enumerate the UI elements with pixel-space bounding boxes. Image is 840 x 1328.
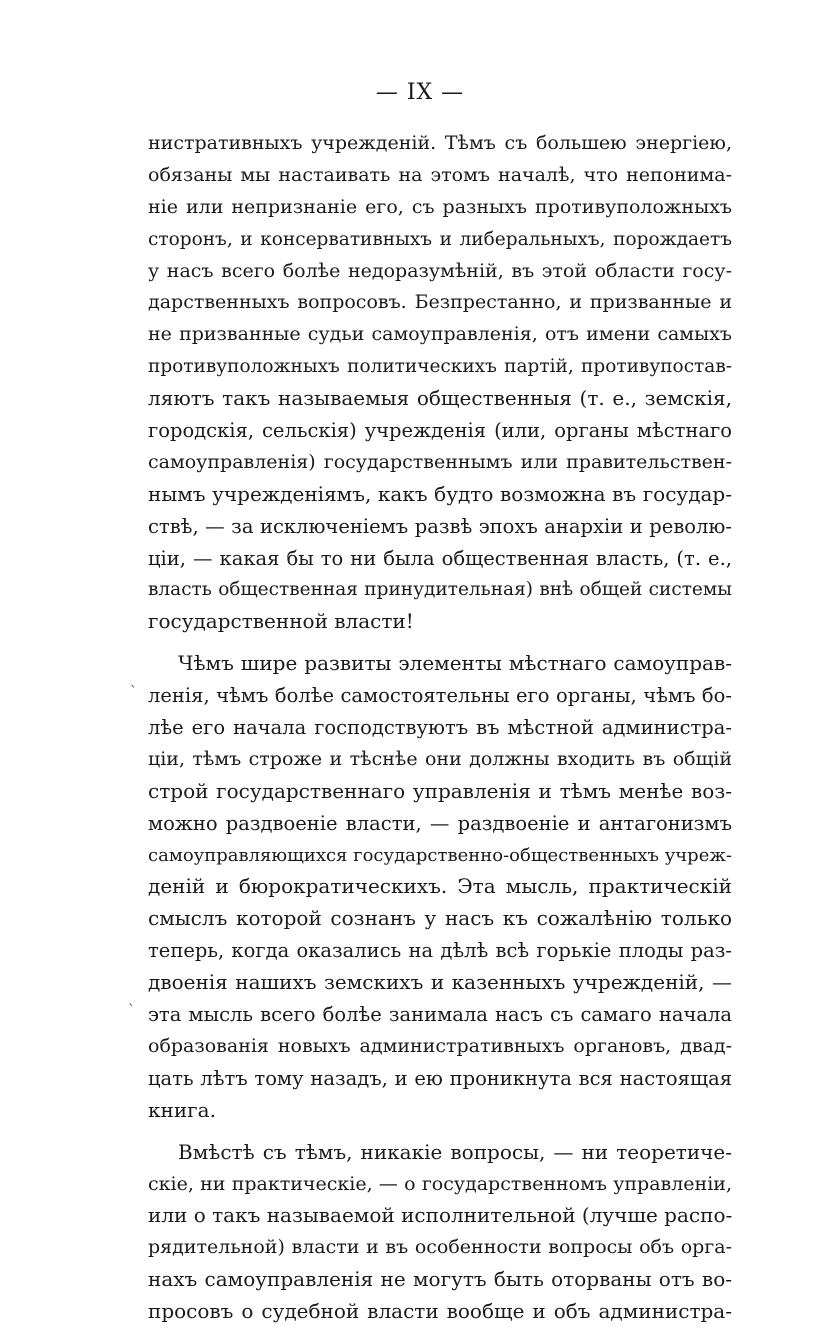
- text-line: ствѣ, — за исключеніемъ развѣ эпохъ анархіи и револю-: [148, 514, 732, 538]
- text-line: сторонъ, и консервативныхъ и либеральныхъ, порождаетъ: [148, 228, 732, 250]
- text-line: скіе, ни практическіе, — о государственномъ управленіи,: [148, 1172, 732, 1195]
- text-line: ціи, — какая бы то ни была общественная власть, (т. е.,: [148, 546, 732, 570]
- margin-speck: ˋ: [128, 1003, 135, 1019]
- text-line: строй государственнаго управленія и тѣмъ менѣе воз-: [148, 778, 732, 803]
- text-line: самоуправленія) государственнымъ или правительствен-: [148, 450, 732, 473]
- text-line: ляютъ такъ называемыя общественныя (т. е., земскія,: [148, 386, 732, 411]
- text-line: эта мысль всего болѣе занимала насъ съ самаго начала: [148, 1003, 732, 1027]
- text-line: нымъ учрежденіямъ, какъ будто возможна въ государ-: [148, 481, 732, 506]
- text-line: рядительной) власти и въ особенности вопросы объ орга-: [148, 1236, 732, 1259]
- text-line: нахъ самоуправленія не могутъ быть оторваны отъ во-: [148, 1267, 732, 1292]
- text-line: ленія, чѣмъ болѣе самостоятельны его органы, чѣмъ бо-: [148, 684, 732, 708]
- text-line: можно раздвоеніе власти, — раздвоеніе и антагонизмъ: [148, 811, 732, 835]
- text-line: книга.: [148, 1097, 216, 1122]
- text-line: смыслъ которой сознанъ у насъ къ сожалѣнію только: [148, 906, 732, 931]
- text-line: власть общественная принудительная) внѣ общей системы: [148, 579, 732, 601]
- text-line: не призванные судьи самоуправленія, отъ имени самыхъ: [148, 323, 732, 346]
- text-line: просовъ о судебной власти вообще и объ администра-: [148, 1299, 732, 1324]
- text-line: образованія новыхъ административныхъ органовъ, двад-: [148, 1034, 732, 1057]
- text-line: Вмѣстѣ съ тѣмъ, никакіе вопросы, — ни теоретиче-: [178, 1139, 732, 1164]
- margin-speck: ˎ: [130, 672, 137, 688]
- text-line: обязаны мы настаивать на этомъ началѣ, что непонима-: [148, 163, 732, 186]
- text-line: цать лѣтъ тому назадъ, и ею проникнута вся настоящая: [148, 1066, 732, 1090]
- paragraph-1: [148, 128, 732, 638]
- text-line: ціи, тѣмъ строже и тѣснѣе они должны входить въ общій: [148, 747, 732, 770]
- page-number: — IX —: [375, 80, 465, 105]
- text-line: лѣе его начала господствуютъ въ мѣстной администра-: [148, 716, 732, 740]
- paragraph-3: [148, 1137, 732, 1328]
- text-line: деній и бюрократическихъ. Эта мысль, практическій: [148, 874, 732, 899]
- text-line: Чѣмъ шире развиты элементы мѣстнаго самоуправ-: [178, 651, 732, 676]
- paragraph-2: [148, 648, 732, 1126]
- text-line: нистративныхъ учрежденій. Тѣмъ съ большею энергіею,: [148, 132, 732, 154]
- text-line: у насъ всего болѣе недоразумѣній, въ этой области госу-: [148, 259, 732, 282]
- text-line: дарственныхъ вопросовъ. Безпрестанно, и призванные и: [148, 291, 732, 314]
- paragraph-gap: [148, 1127, 732, 1137]
- text-line: или о такъ называемой исполнительной (лучше распо-: [148, 1203, 733, 1228]
- body-text: [148, 128, 732, 1328]
- text-line: самоуправляющихся государственно-общественныхъ учреж-: [148, 844, 732, 866]
- text-line: двоенія нашихъ земскихъ и казенныхъ учрежденій, —: [148, 970, 732, 995]
- text-line: противуположныхъ политическихъ партій, противупостав-: [148, 356, 732, 378]
- paragraph-gap: [148, 638, 732, 648]
- text-line: городскія, сельскія) учрежденія (или, органы мѣстнаго: [148, 419, 732, 443]
- text-line: ніе или непризнаніе его, съ разныхъ противуположныхъ: [148, 195, 732, 218]
- text-line: теперь, когда оказались на дѣлѣ всѣ горькіе плоды раз-: [148, 939, 732, 963]
- text-line: государственной власти!: [148, 609, 414, 634]
